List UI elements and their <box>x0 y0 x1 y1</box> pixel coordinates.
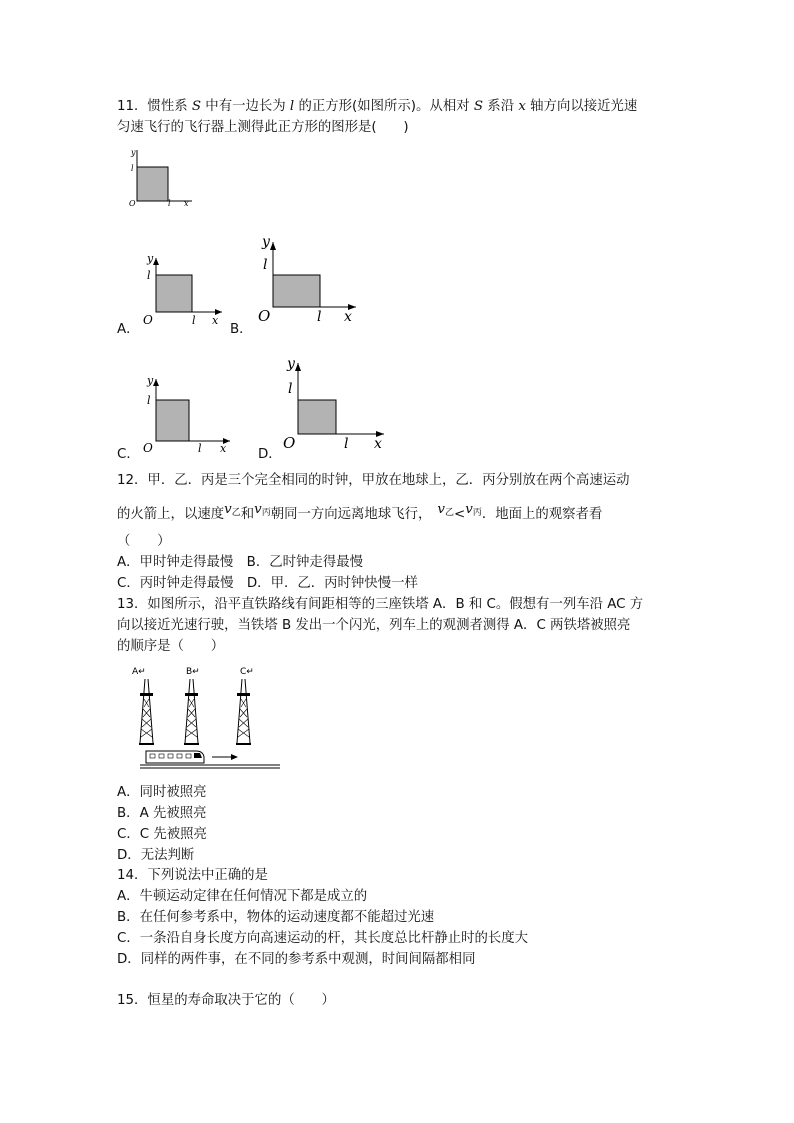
q12-text: 和 <box>240 507 255 522</box>
tick-label-l: l <box>168 199 171 207</box>
q11-text: 11．惯性系 <box>117 99 192 114</box>
origin-label: O <box>143 441 153 453</box>
q15-stem: 15．恒星的寿命取决于它的（ ） <box>117 993 335 1008</box>
axis-label-x: x <box>220 442 227 453</box>
axis-label-x: x <box>344 309 352 325</box>
q13-stem-line2: 向以接近光速行驶，当铁塔 B 发出一个闪光，列车上的观测者测得 A．C 两铁塔被照亮 <box>117 618 631 633</box>
q12-v-bing <box>254 502 271 522</box>
axis-label-y: y <box>147 252 154 265</box>
q11-text: 中有一边长为 <box>201 99 290 114</box>
q12-options-cd: C．丙时钟走得最慢 D．甲．乙．丙时钟快慢一样 <box>117 576 418 591</box>
tower-a <box>139 679 154 745</box>
q11-option-a-figure <box>142 250 224 328</box>
tower-b-label: B↵ <box>186 667 200 677</box>
axis-label-y: y <box>262 234 270 250</box>
v-symbol: v <box>465 502 473 517</box>
tower-c <box>236 679 251 745</box>
q12-text: 朝同一方向远离地球飞行， <box>270 507 432 522</box>
axis-label-y: y <box>131 148 136 157</box>
q11-option-b-label: B． <box>230 322 253 337</box>
tower-c-label: C↵ <box>240 667 254 677</box>
tick-label-l: l <box>147 269 151 282</box>
q11-option-a-label: A． <box>117 322 140 337</box>
q11-text: 轴方向以接近光速 <box>525 99 638 114</box>
axis-label-x: x <box>212 314 219 327</box>
v-subscript: 乙 <box>444 508 454 518</box>
q11-option-b-figure <box>256 232 360 328</box>
q11-option-d-figure <box>282 355 386 453</box>
tick-label-l: l <box>263 257 268 273</box>
tick-label-l: l <box>344 436 349 452</box>
q12-text: 的火箭上，以速度 <box>117 507 225 522</box>
q13-option-b: B．A 先被照亮 <box>117 806 207 821</box>
q11-option-d-label: D． <box>258 447 282 462</box>
q12-v-yi <box>224 502 241 522</box>
q14-option-d: D．同样的两件事，在不同的参考系中观测，时间间隔都相同 <box>117 952 476 967</box>
q11-var-s: S <box>191 99 202 114</box>
q12-v-yi <box>437 502 454 522</box>
q13-option-a: A．同时被照亮 <box>117 785 207 800</box>
v-subscript: 丙 <box>472 508 482 518</box>
axis-label-y: y <box>287 356 295 372</box>
origin-label: O <box>258 307 271 325</box>
tick-label-l: l <box>131 164 134 173</box>
q11-reference-figure <box>126 145 196 207</box>
q12-v-bing <box>465 502 482 522</box>
q12-stem-line2 <box>117 502 603 526</box>
tower-a-label: A↵ <box>132 667 146 677</box>
v-subscript: 乙 <box>231 508 241 518</box>
axis-label-x: x <box>374 436 382 452</box>
q13-stem-line1: 13．如图所示，沿平直铁路线有间距相等的三座铁塔 A．B 和 C。假想有一列车沿 AC 方 <box>117 597 644 612</box>
q11-var-s: S <box>473 99 484 114</box>
tower-b <box>184 679 199 745</box>
origin-label: O <box>129 199 136 207</box>
tick-label-l: l <box>317 309 322 325</box>
v-symbol: v <box>254 502 262 517</box>
tick-label-l: l <box>198 442 202 453</box>
v-subscript: 丙 <box>261 508 271 518</box>
q12-stem-line1: 12．甲．乙．丙是三个完全相同的时钟，甲放在地球上，乙．丙分别放在两个高速运动 <box>117 473 630 488</box>
q12-stem-line3: （ ） <box>117 534 171 549</box>
origin-label: O <box>283 434 296 452</box>
q11-text: 系沿 <box>483 99 519 114</box>
q11-text: 的正方形(如图所示)。从相对 <box>294 99 474 114</box>
tick-label-l: l <box>147 394 151 407</box>
q11-var-x: x <box>518 99 526 114</box>
origin-label: O <box>143 313 153 327</box>
axis-label-x: x <box>184 199 189 207</box>
q12-text: ．地面上的观察者看 <box>481 507 603 522</box>
q11-stem-line2: 匀速飞行的飞行器上测得此正方形的图形是( ) <box>117 120 409 135</box>
q11-option-c-figure <box>142 373 234 453</box>
less-than-sign: < <box>453 507 466 522</box>
tick-label-l: l <box>192 314 196 327</box>
q13-option-d: D．无法判断 <box>117 848 195 863</box>
q14-stem: 14．下列说法中正确的是 <box>117 868 268 883</box>
tick-label-l: l <box>288 381 293 397</box>
q13-stem-line3: 的顺序是（ ） <box>117 639 225 654</box>
q14-option-b: B．在任何参考系中，物体的运动速度都不能超过光速 <box>117 910 435 925</box>
axis-label-y: y <box>147 374 154 387</box>
q11-option-c-label: C． <box>117 447 140 462</box>
v-symbol: v <box>437 502 445 517</box>
v-symbol: v <box>224 502 232 517</box>
q14-option-c: C．一条沿自身长度方向高速运动的杆，其长度总比杆静止时的长度大 <box>117 931 529 946</box>
q13-option-c: C．C 先被照亮 <box>117 827 207 842</box>
q13-tower-figure <box>130 663 282 771</box>
q14-option-a: A．牛顿运动定律在任何情况下都是成立的 <box>117 889 368 904</box>
q11-var-l: l <box>289 99 295 114</box>
q11-stem-line1 <box>117 97 637 117</box>
train <box>146 751 204 763</box>
q12-options-ab: A．甲时钟走得最慢 B．乙时钟走得最慢 <box>117 555 363 570</box>
direction-arrow <box>212 754 238 760</box>
